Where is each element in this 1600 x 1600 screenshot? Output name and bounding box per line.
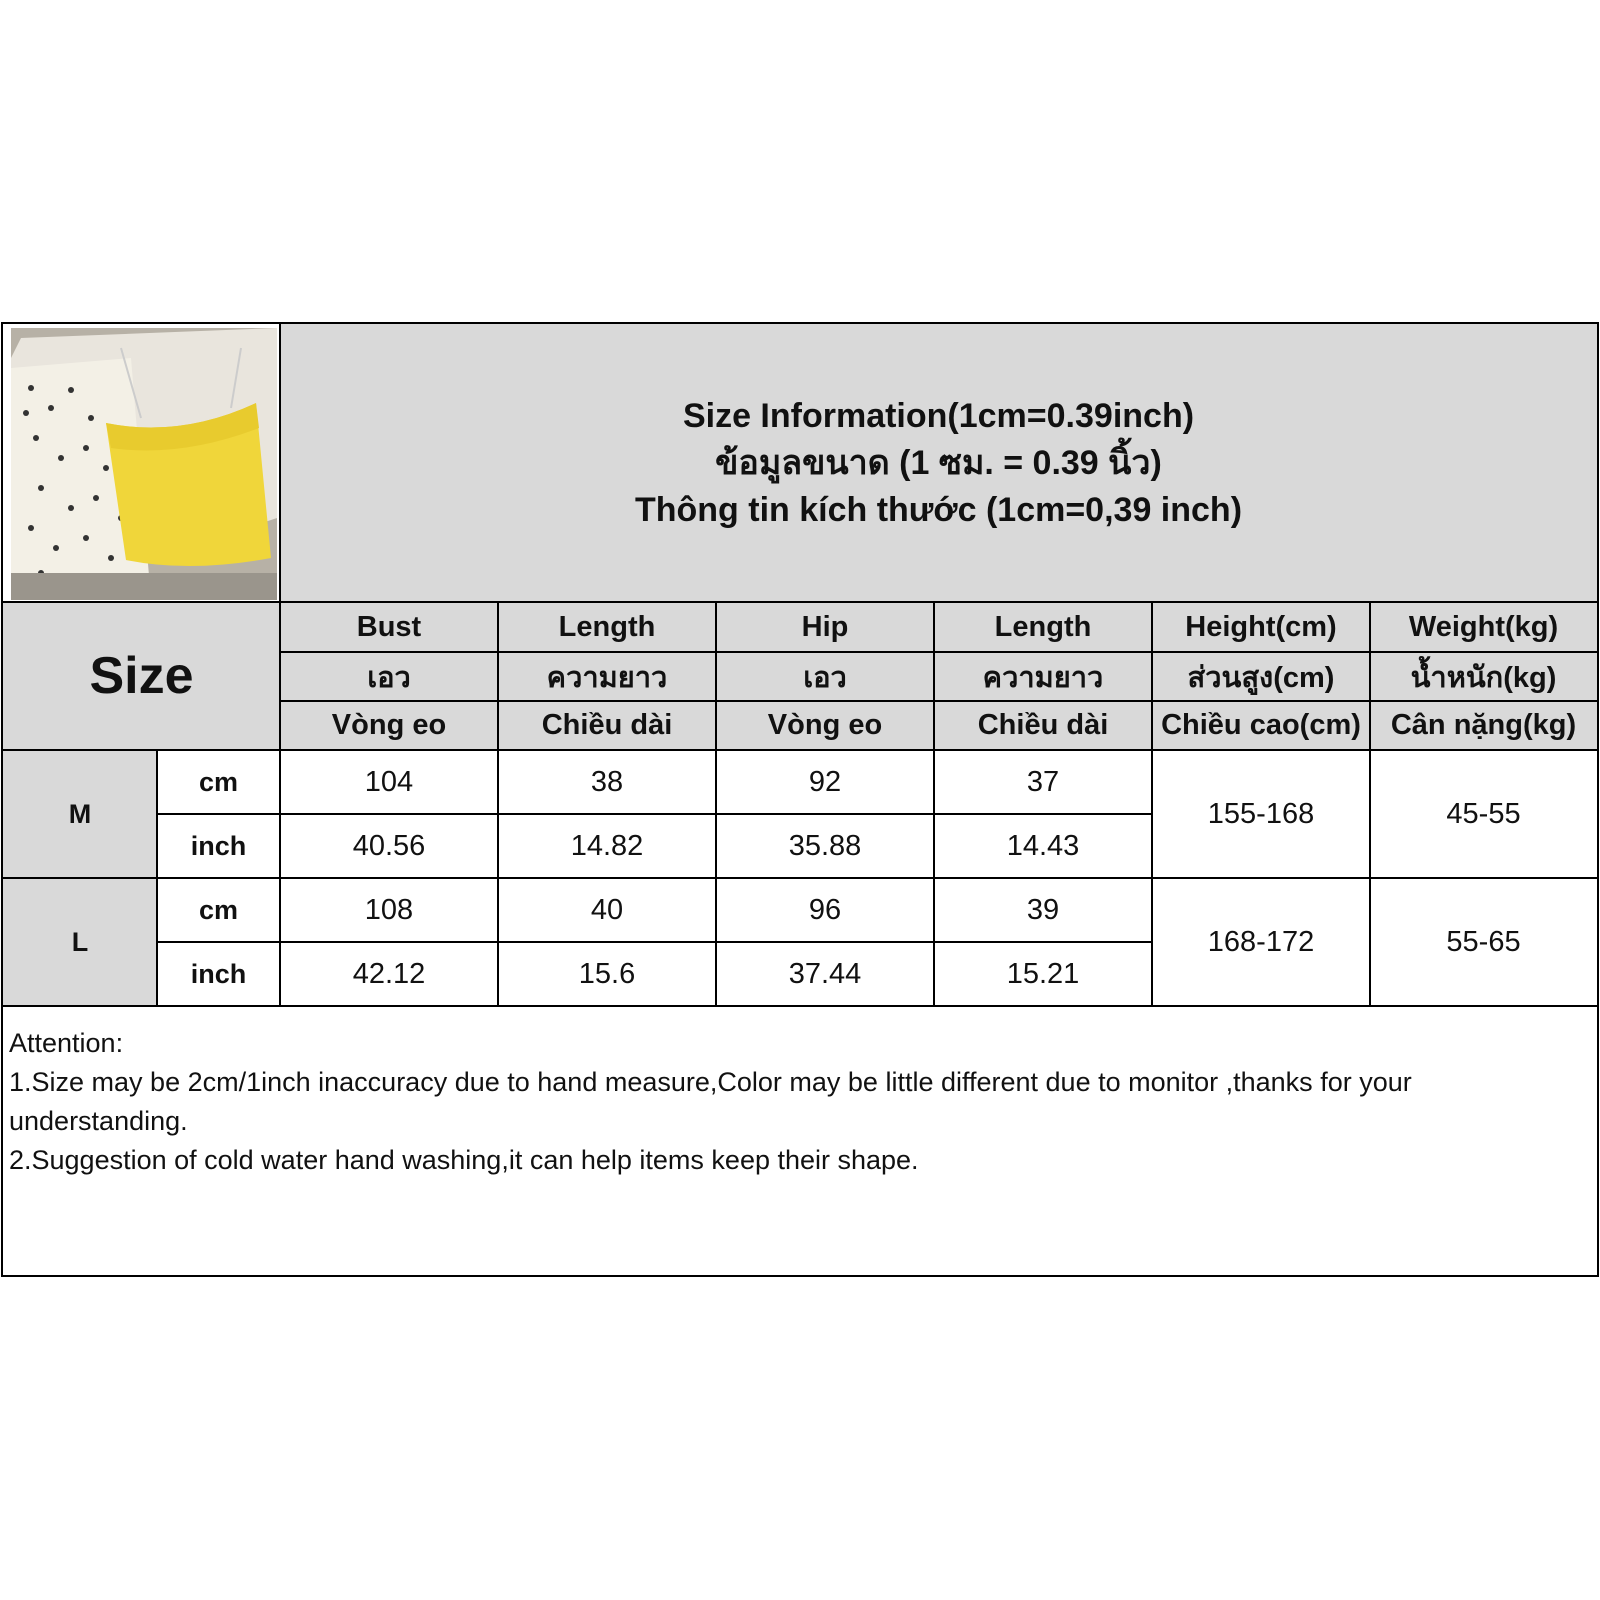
product-image <box>11 328 277 600</box>
col-hdr-height-th: ส่วนสูง(cm) <box>1152 652 1370 701</box>
grid-line <box>156 941 1152 943</box>
col-hdr-length-th: ความยาว <box>498 652 716 701</box>
grid-line <box>279 700 1597 702</box>
weight-range-m: 45-55 <box>1370 750 1597 878</box>
col-hdr-length2-vi: Chiều dài <box>934 701 1152 750</box>
col-hdr-length2-th: ความยาว <box>934 652 1152 701</box>
col-hdr-height-en: Height(cm) <box>1152 602 1370 652</box>
table-cell: 37.44 <box>716 942 934 1006</box>
col-hdr-hip-en: Hip <box>716 602 934 652</box>
table-cell: 108 <box>280 878 498 942</box>
grid-line <box>3 749 1597 751</box>
table-cell: 37 <box>934 750 1152 814</box>
col-hdr-length-en: Length <box>498 602 716 652</box>
notes-line-1: 1.Size may be 2cm/1inch inaccuracy due to hand measure,Color may be little different due to monitor ,thanks for your understanding. <box>9 1067 1412 1136</box>
title-vietnamese: Thông tin kích thước (1cm=0,39 inch) <box>634 490 1243 529</box>
col-hdr-weight-vi: Cân nặng(kg) <box>1370 701 1597 750</box>
table-cell: 39 <box>934 878 1152 942</box>
unit-inch-l: inch <box>157 942 280 1006</box>
grid-line <box>156 813 1152 815</box>
col-hdr-weight-en: Weight(kg) <box>1370 602 1597 652</box>
table-cell: 15.21 <box>934 942 1152 1006</box>
col-hdr-height-vi: Chiều cao(cm) <box>1152 701 1370 750</box>
col-hdr-bust-th: เอว <box>280 652 498 701</box>
attention-notes <box>9 1024 1589 1180</box>
grid-line <box>3 1005 1597 1007</box>
table-cell: 40 <box>498 878 716 942</box>
size-heading: Size <box>3 602 280 750</box>
size-m: M <box>3 750 157 878</box>
col-hdr-bust-vi: Vòng eo <box>280 701 498 750</box>
table-cell: 14.43 <box>934 814 1152 878</box>
grid-line <box>279 324 281 1006</box>
grid-line <box>497 601 499 1006</box>
grid-line <box>3 601 1597 603</box>
col-hdr-hip-vi: Vòng eo <box>716 701 934 750</box>
table-cell: 15.6 <box>498 942 716 1006</box>
unit-cm-m: cm <box>157 750 280 814</box>
grid-line <box>933 601 935 1006</box>
weight-range-l: 55-65 <box>1370 878 1597 1006</box>
grid-line <box>156 749 158 1006</box>
grid-line <box>3 877 1597 879</box>
grid-line <box>279 651 1597 653</box>
table-cell: 104 <box>280 750 498 814</box>
table-cell: 35.88 <box>716 814 934 878</box>
size-l: L <box>3 878 157 1006</box>
notes-title: Attention: <box>9 1028 124 1058</box>
table-cell: 14.82 <box>498 814 716 878</box>
unit-cm-l: cm <box>157 878 280 942</box>
col-hdr-weight-th: น้ำหนัก(kg) <box>1370 652 1597 701</box>
grid-line <box>1369 601 1371 1006</box>
title-english: Size Information(1cm=0.39inch) <box>682 396 1195 435</box>
table-cell: 42.12 <box>280 942 498 1006</box>
height-range-l: 168-172 <box>1152 878 1370 1006</box>
table-cell: 38 <box>498 750 716 814</box>
title-thai: ข้อมูลขนาด (1 ซม. = 0.39 นิ้ว) <box>715 443 1162 482</box>
chart-title-block <box>280 324 1597 602</box>
col-hdr-length2-en: Length <box>934 602 1152 652</box>
col-hdr-hip-th: เอว <box>716 652 934 701</box>
grid-line <box>715 601 717 1006</box>
notes-line-2: 2.Suggestion of cold water hand washing,it can help items keep their shape. <box>9 1145 919 1175</box>
unit-inch-m: inch <box>157 814 280 878</box>
height-range-m: 155-168 <box>1152 750 1370 878</box>
table-cell: 92 <box>716 750 934 814</box>
table-cell: 40.56 <box>280 814 498 878</box>
product-photo <box>11 328 277 600</box>
size-chart <box>1 322 1599 1277</box>
table-cell: 96 <box>716 878 934 942</box>
col-hdr-bust-en: Bust <box>280 602 498 652</box>
grid-line <box>1151 601 1153 1006</box>
col-hdr-length-vi: Chiều dài <box>498 701 716 750</box>
